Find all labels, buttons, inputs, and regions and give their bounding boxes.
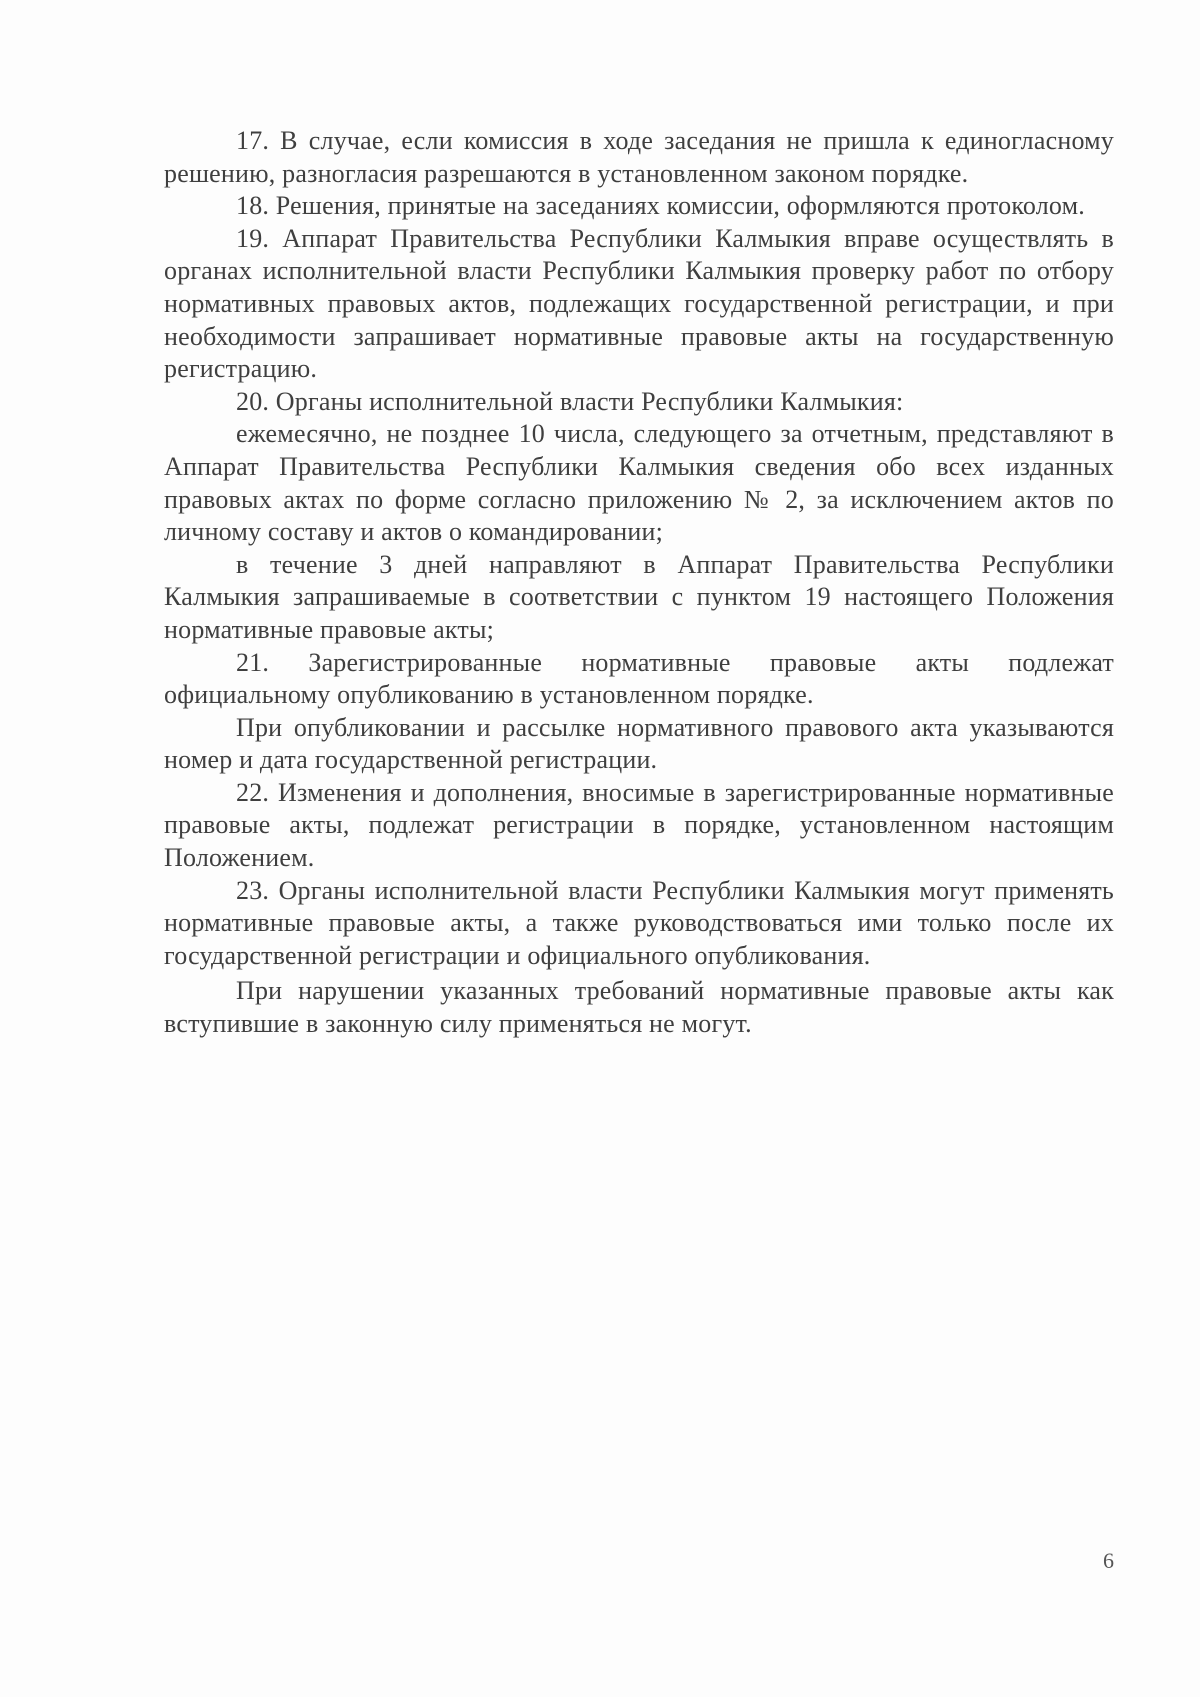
paragraph-22: 22. Изменения и дополнения, вносимые в зарегистрированные нормативные правовые акты, подлежат регистрации в порядке, установленном настоящим Положением.: [164, 777, 1114, 873]
paragraph-20: 20. Органы исполнительной власти Республики Калмыкия:: [236, 386, 904, 416]
document-body: [164, 125, 1114, 1041]
page-number: 6: [1103, 1548, 1114, 1573]
paragraph-18: 18. Решения, принятые на заседаниях комиссии, оформляются протоколом.: [236, 191, 1085, 221]
paragraph-17: 17. В случае, если комиссия в ходе заседания не пришла к единогласному решению, разногласия разрешаются в установленном законом порядке.: [164, 126, 1114, 188]
paragraph-21: 21. Зарегистрированные нормативные правовые акты подлежат официальному опубликованию в установленном порядке.: [164, 647, 1114, 710]
paragraph-19: 19. Аппарат Правительства Республики Калмыкия вправе осуществлять в органах исполнительной власти Республики Калмыкия проверку работ по отбору нормативных правовых актов, подлежащих государственной регистрации, и при необходимости запрашивает нормативные правовые акты на государственную регистрацию.: [164, 223, 1114, 384]
paragraph-23-violation: При нарушении указанных требований нормативные правовые акты как вступившие в законную силу применяться не могут.: [164, 976, 1114, 1039]
paragraph-21-publication: При опубликовании и рассылке нормативного правового акта указываются номер и дата государственной регистрации.: [164, 712, 1114, 775]
paragraph-20-monthly: ежемесячно, не позднее 10 числа, следующего за отчетным, представляют в Аппарат Правительства Республики Калмыкия сведения обо всех изданных правовых актах по форме согласно приложению № 2, за исключением актов по личному составу и актов о командировании;: [164, 419, 1114, 547]
paragraph-23: 23. Органы исполнительной власти Республики Калмыкия могут применять нормативные правовые акты, а также руководствоваться ими только после их государственной регистрации и официального опубликования.: [164, 875, 1114, 970]
paragraph-20-three-days: в течение 3 дней направляют в Аппарат Правительства Республики Калмыкия запрашиваемые в соответствии с пунктом 19 настоящего Положения нормативные правовые акты;: [164, 549, 1114, 644]
